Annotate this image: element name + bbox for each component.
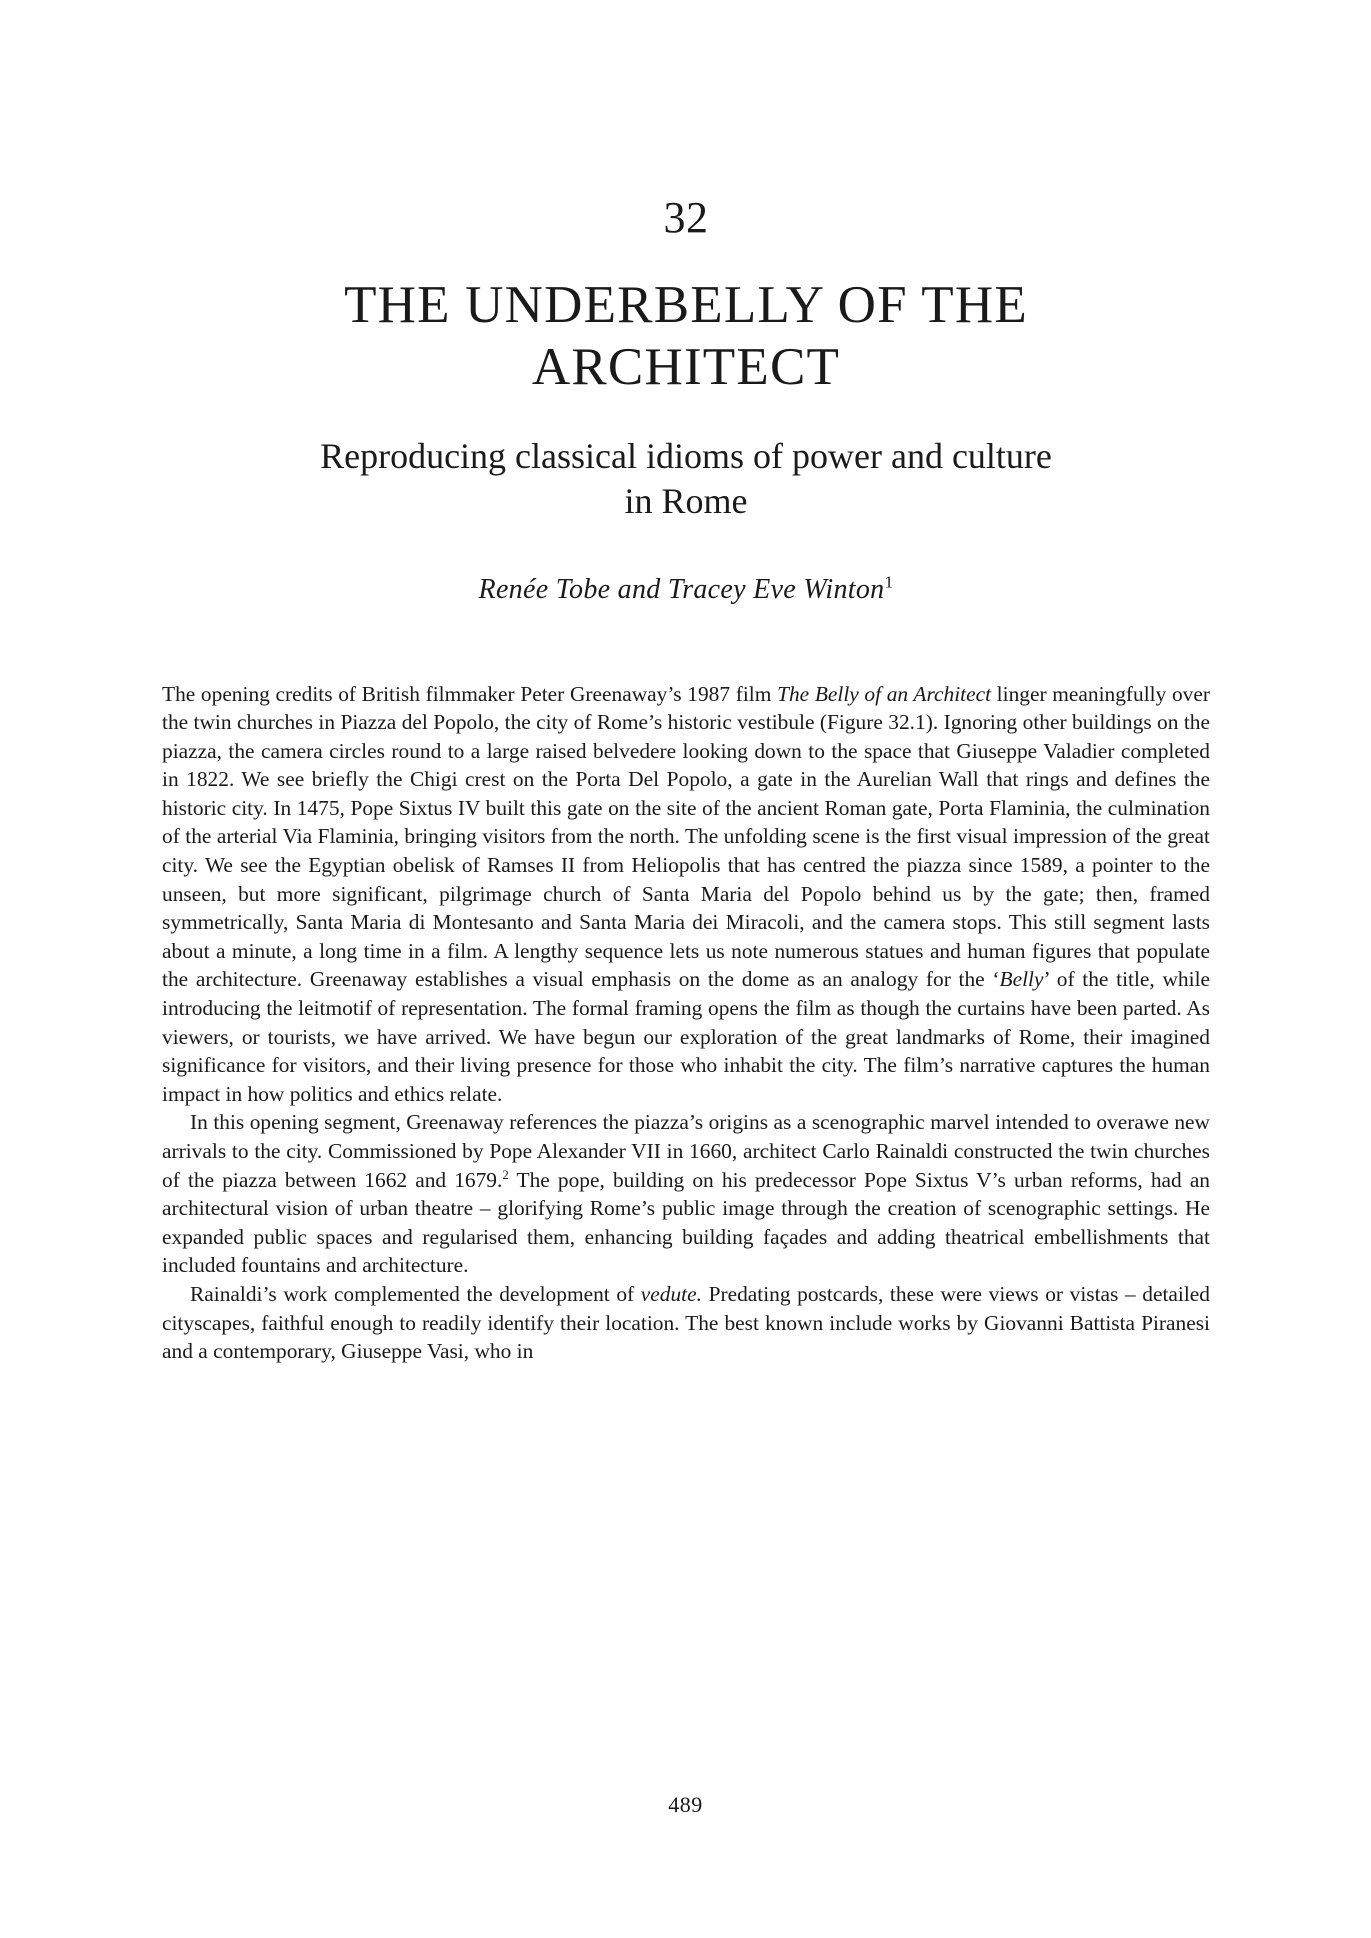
p3-vedute-italic: vedute. xyxy=(640,1281,702,1306)
p2-run-2: The pope, building on his predecessor Pope Sixtus V’s urban reforms, had an architectural vision of urban theatre – glorifying Rome’s public image through the creation of scenographic settings. He expanded public spaces and regularised them, enhancing building façades and adding theatrical embellishments that included fountains and architecture. xyxy=(162,1167,1211,1278)
p1-film-title-italic: The Belly of an Architect xyxy=(777,681,992,706)
p3-run-1: Rainaldi’s work complemented the development of xyxy=(190,1281,641,1306)
author-names: Renée Tobe and Tracey Eve Winton xyxy=(478,573,885,605)
chapter-number: 32 xyxy=(663,193,709,242)
chapter-subtitle: Reproducing classical idioms of power and culture in Rome xyxy=(320,435,1052,521)
author-byline xyxy=(162,574,1210,606)
p2-run-1: In this opening segment, Greenaway references the piazza’s origins as a scenographic marvel intended to overawe new arrivals to the city. Commissioned by Pope Alexander VII in 1660, architect Carlo Rainaldi constructed the twin churches of the piazza between 1662 and 1679. xyxy=(162,1110,1210,1192)
body-text xyxy=(162,680,1210,1366)
p1-run-1: The opening credits of British filmmaker Peter Greenaway’s 1987 film xyxy=(162,681,778,706)
paragraph-3 xyxy=(162,1280,1210,1366)
p1-run-2: linger meaningfully over the twin churches in Piazza del Popolo, the city of Rome’s historic vestibule (Figure 32.1). Ignoring other buildings on the piazza, the camera circles round to a large raised belvedere looking down to the space that Giuseppe Valadier completed in 1822. We see briefly the Chigi crest on the Porta Del Popolo, a gate in the Aurelian Wall that rings and defines the historic city. In 1475, Pope Sixtus IV built this gate on the site of the ancient Roman gate, Porta Flaminia, the culmination of the arterial Via Flaminia, bringing visitors from the north. The unfolding scene is the first visual impression of the great city. We see the Egyptian obelisk of Ramses II from Heliopolis that has centred the piazza since 1589, a pointer to the unseen, but more significant, pilgrimage church of Santa Maria del Popolo behind us by the gate; then, framed symmetrically, Santa Maria di Montesanto and Santa Maria dei Miracoli, and the camera stops. This still segment lasts about a minute, a long time in a film. A lengthy sequence lets us note numerous statues and human figures that populate the architecture. Greenaway establishes a visual emphasis on the dome as an analogy for the ‘ xyxy=(162,681,1210,992)
paragraph-1 xyxy=(162,680,1210,1109)
paragraph-2 xyxy=(162,1108,1210,1280)
page-content-column xyxy=(162,0,1210,1366)
p1-belly-italic: Belly xyxy=(999,967,1044,992)
chapter-title: THE UNDERBELLY OF THE ARCHITECT xyxy=(344,276,1028,396)
p1-run-3: ’ of the title, while introducing the leitmotif of representation. The formal framing opens the film as though the curtains have been parted. As viewers, or tourists, we have arrived. We have begun our exploration of the great landmarks of Rome, their imagined significance for visitors, and their living presence for those who inhabit the city. The film’s narrative captures the human impact in how politics and ethics relate. xyxy=(162,967,1211,1106)
page-number: 489 xyxy=(668,1792,703,1817)
p3-run-2: Predating postcards, these were views or vistas – detailed cityscapes, faithful enough to readily identify their location. The best known include works by Giovanni Battista Piranesi and a contemporary, Giuseppe Vasi, who in xyxy=(162,1281,1210,1364)
byline-footnote-marker: 1 xyxy=(884,572,894,592)
p2-footnote-marker: 2 xyxy=(502,1167,509,1182)
